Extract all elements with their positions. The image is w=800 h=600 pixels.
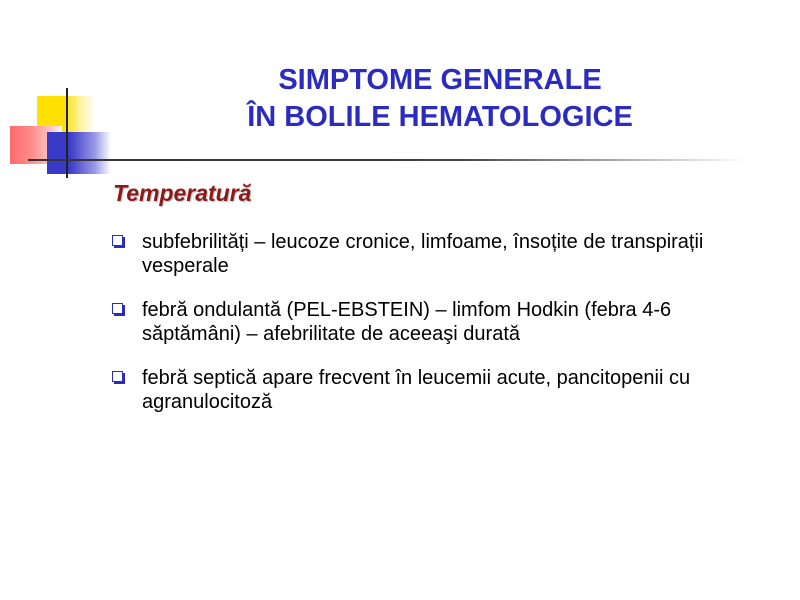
square-bullet-icon xyxy=(112,235,123,246)
title-divider-line xyxy=(28,159,748,161)
section-heading: Temperatură xyxy=(113,180,252,206)
slide-title-line-1: SIMPTOME GENERALE xyxy=(278,64,602,96)
logo-vertical-line xyxy=(66,88,68,178)
bullet-text: febră septică apare frecvent în leucemii acute, pancitopenii cu agranulocitoză xyxy=(142,367,691,413)
bullet-text: febră ondulantă (PEL-EBSTEIN) – limfom Hodkin (febra 4-6 săptămâni) – afebrilitate de aceeaşi durată xyxy=(142,299,672,345)
bullet-item xyxy=(110,230,750,278)
square-bullet-icon xyxy=(112,371,123,382)
bullet-text: subfebrilități – leucoze cronice, limfoame, însoțite de transpirații vesperale xyxy=(142,231,704,277)
bullet-item xyxy=(110,298,750,346)
slide-logo-decoration xyxy=(0,0,120,190)
bullet-list xyxy=(110,230,750,434)
slide-title-line-2: ÎN BOLILE HEMATOLOGICE xyxy=(247,101,633,133)
logo-blue-square xyxy=(47,132,111,174)
bullet-item xyxy=(110,366,750,414)
square-bullet-icon xyxy=(112,303,123,314)
slide-title xyxy=(200,62,680,136)
